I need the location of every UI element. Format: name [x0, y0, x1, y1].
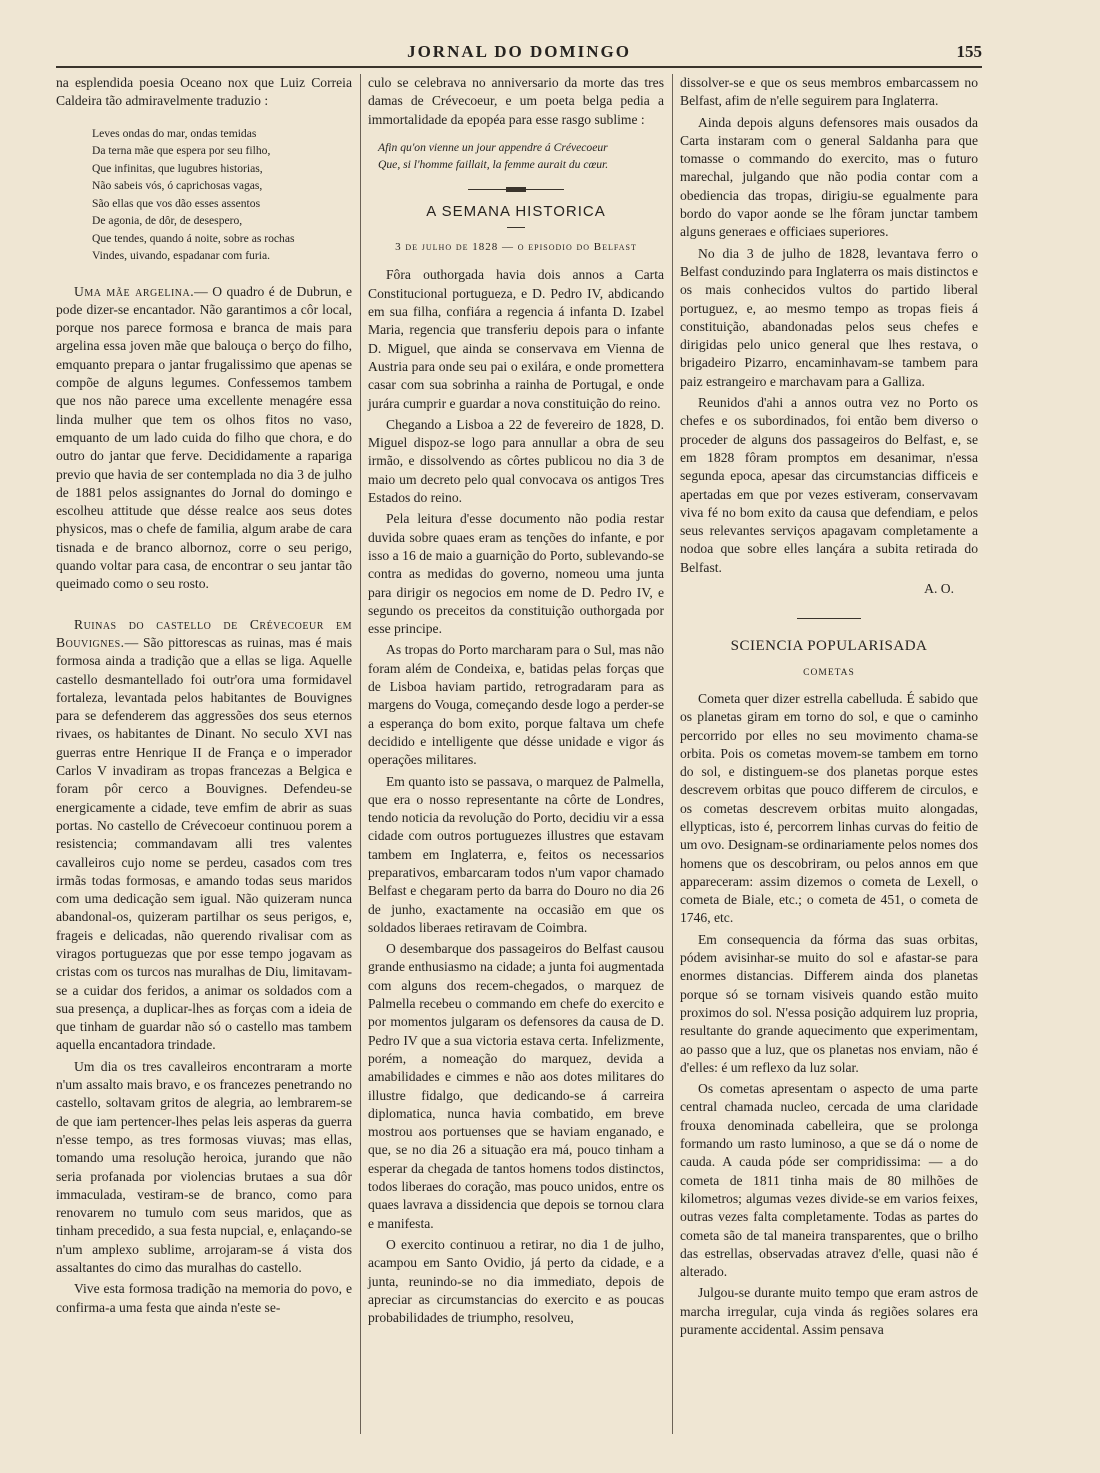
article-lead: Ruinas do castello de Crévecoeur em Bouvignes. — [56, 616, 352, 650]
paragraph: dissolver-se e que os seus membros embarcassem no Belfast, afim de n'elle seguirem para Inglaterra. — [680, 75, 978, 109]
article-mae-argelina — [56, 283, 352, 594]
poem-line: Vindes, uivando, espadanar com furia. — [92, 249, 270, 263]
poem-line: De agonia, de dôr, de desespero, — [92, 214, 243, 228]
article-text: — São pittorescas as ruinas, mas é mais formosa ainda a tradição que a ellas se liga. Aquelle castello desmantellado foi outr'ora uma formidavel fortaleza, levantada pelos habitantes de Bouvignes para se defenderem das aggressões dos seus eternos rivaes, os habitantes de Dinant. No seculo XVI nas guerras entre Henrique II de França e o imperador Carlos V invadiram as tropas francezas a Belgica e foram pôr cerco a Bouvignes. Defendeu-se energicamente a cidade, teve emfim de abrir as suas portas. No castello de Crévecoeur continuou porem a resistencia; commandavam alli tres valentes cavalleiros cujo nome se perdeu, casados com tres irmãs todas formosas, e amando todas seus maridos com uma dedicação sem igual. Não quizeram nunca abandonal-os, quizeram partilhar os seus perigos, e, frageis e delicadas, não querendo rivalisar com as viragos portuguezas que por esse tempo jogavam as cristas com os turcos nas muralhas de Diu, limitavam-se a cuidar dos feridos, a animar os soldados com a sua presença, a duplicar-lhes as forças com a ideia de que tinham de guardar não só o castello mas tambem aquella encantadora trindade. — [56, 634, 352, 1053]
paragraph: Reunidos d'ahi a annos outra vez no Porto os chefes e os subordinados, foi então bem diverso o proceder de alguns dos passageiros do Belfast, e, se em 1828 fôram promptos em desanimar, n'essa segunda epoca, apesar das circumstancias difficeis e apertadas em que por vezes estiveram, conservavam viva fé no bom exito da causa que defendiam, e pelos seus relevantes serviços apagavam completamente a nodoa que sobre elles lançára a subita retirada do Belfast. — [680, 395, 978, 575]
paragraph: culo se celebrava no anniversario da morte das tres damas de Crévecoeur, e um poeta belga pedia a immortalidade da epopéa para esse rasgo sublime : — [368, 75, 664, 127]
paragraph: Chegando a Lisboa a 22 de fevereiro de 1828, D. Miguel dispoz-se logo para annullar a obra de seu irmão, e dissolvendo as côrtes publicou no dia 3 de maio um decreto pelo qual convocava os antigos Tres Estados do reino. — [368, 416, 664, 506]
paragraph: O exercito continuou a retirar, no dia 1 de julho, acampou em Santo Ovidio, já perto da cidade, e a junta, reunindo-se no dia immediato, depois de apreciar as circumstancias do exercito e as poucas probabilidades de triumpho, resolveu, — [368, 1236, 664, 1326]
paragraph: Os cometas apresentam o aspecto de uma parte central chamada nucleo, cercada de uma claridade frouxa denominada cabelleira, que se prolonga formando um rasto luminoso, a que se dá o nome de cauda. A cauda póde ser compridissima: — a do cometa de 1811 tinha mais de 80 milhões de kilometros; algumas vezes divide-se em varios feixes, outras vezes falta completamente. Todas as partes do cometa são de tal maneira transparentes, que o brilho das estrellas, observadas atravez d'elle, quasi não é alterado. — [680, 1081, 978, 1280]
section-subtitle: 3 de julho de 1828 — o episodio do Belfast — [395, 241, 637, 254]
paragraph: Pela leitura d'esse documento não podia restar duvida sobre quaes eram as tenções do infante, e por isso a 16 de maio a guarnição do Porto, sublevando-se contra as medidas do governo, nomeou uma junta para dirigir os negocios em nome de D. Pedro IV, e segundo os preceitos da constituição outhorgada por esse principe. — [368, 511, 664, 637]
poem-line: São ellas que vos dão esses assentos — [92, 196, 261, 210]
poem-line: Leves ondas do mar, ondas temidas — [92, 126, 257, 140]
article-ruinas — [56, 616, 352, 1055]
poem — [92, 125, 352, 265]
author-signature: A. O. — [924, 581, 954, 597]
paragraph: Em consequencia da fórma das suas orbitas, pódem avisinhar-se muito do sol e afastar-se para enormes distancias. Differem ainda dos planetas porque só se tornam visiveis quando estão muito proximos do sol. N'essa posição adquirem luz propria, resultante do grande aquecimento que experimentam, ao passo que a luz, que os planetas nos enviam, não é d'elles: é um reflexo da luz solar. — [680, 931, 978, 1075]
short-rule — [507, 227, 525, 228]
section-divider — [797, 618, 861, 619]
ornament-divider — [468, 187, 564, 193]
french-quote — [378, 139, 664, 173]
paragraph: Julgou-se durante muito tempo que eram astros de marcha irregular, cuja vinda ás regiões solares era puramente accidental. Assim pensava — [680, 1285, 978, 1337]
column-2 — [368, 74, 664, 1330]
column-3 — [680, 74, 978, 1342]
column-divider — [672, 74, 673, 1434]
paragraph: Em quanto isto se passava, o marquez de Palmella, que era o nosso representante na côrte de Londres, tendo noticia da revolução do Porto, decidiu vir a essa cidade com outros portuguezes illustres que estavam tambem em Inglaterra, e, feitos os necessarios preparativos, embarcaram todos n'um vapor chamado Belfast e chegaram perto da barra do Douro no dia 26 de junho, exactamente na occasião em que os soldados liberaes retiravam de Coimbra. — [368, 773, 664, 935]
intro-paragraph: na esplendida poesia Oceano nox que Luiz Correia Caldeira tão admiravelmente traduzio : — [56, 75, 352, 109]
quote-line: Afin qu'on vienne un jour appendre á Crévecoeur — [378, 140, 608, 154]
paragraph: Fôra outhorgada havia dois annos a Carta Constitucional portugueza, e D. Pedro IV, abdicando em sua filha, confiára a regencia á infanta D. Izabel Maria, regencia que transferiu depois para o infante D. Miguel, que ainda se conservava em Vienna de Austria para onde seu pai o exilára, e onde promettera casar com sua sobrinha a rainha de Portugal, e onde jurára cumprir e guardar a nova constituição do reino. — [368, 267, 664, 411]
journal-title: JORNAL DO DOMINGO — [407, 42, 631, 61]
paragraph: Um dia os tres cavalleiros encontraram a morte n'um assalto mais bravo, e os francezes penetrando no castello, soltavam gritos de alegria, ao lembrarem-se de que iam pertencer-lhes pelas leis asperas da guerra n'esse tempo, as tres formosas viuvas; mas ellas, tomando uma resolução heroica, jurando que não seria profanada por violencias brutaes a sua dôr immaculada, vestiram-se de branco, como para renovarem no tumulo com seus maridos, que as tinham precedido, a sua festa nupcial, e, enlaçando-se n'um amplexo sublime, arrojaram-se á vista dos assaltantes do cimo das muralhas do castello. — [56, 1058, 352, 1276]
poem-line: Da terna mãe que espera por seu filho, — [92, 144, 271, 158]
column-1 — [56, 74, 352, 1320]
paragraph: Ainda depois alguns defensores mais ousados da Carta instaram com o general Saldanha para que tomasse o commando do exercito, mas o futuro marechal, julgando que não podia contar com a obediencia das tropas, dirigiu-se egualmente para bordo do vapor aonde se lhe fôram junctar tambem alguns generaes e officiaes superiores. — [680, 114, 978, 240]
article-lead: Uma mãe argelina. — [74, 283, 195, 299]
column-divider — [360, 74, 361, 1434]
science-section-title: SCIENCIA POPULARISADA — [730, 638, 928, 655]
quote-line: Que, si l'homme faillait, la femme aurait du cœur. — [378, 157, 609, 171]
science-section-subtitle: COMETAS — [803, 667, 855, 678]
paragraph: Vive esta formosa tradição na memoria do povo, e confirma-a uma festa que ainda n'este se- — [56, 1281, 352, 1315]
poem-line: Que tendes, quando á noite, sobre as rochas — [92, 231, 295, 245]
paragraph: No dia 3 de julho de 1828, levantava ferro o Belfast conduzindo para Inglaterra os mais distinctos e os mais conhecidos vultos do partido liberal portuguez, e, ao mesmo tempo as tropas fieis á constituição, abandonadas pelos seus chefes e dirigidas pelo unico general que lhes restava, o brigadeiro Pizarro, encaminhavam-se tambem para paiz estrangeiro e marchavam para a Galliza. — [680, 245, 978, 389]
poem-line: Não sabeis vós, ó caprichosas vagas, — [92, 179, 263, 193]
paragraph: As tropas do Porto marcharam para o Sul, mas não foram além de Condeixa, e, batidas pelas forças que de Lisboa haviam partido, retrogradaram para as margens do Vouga, começando desde logo a perder-se a esperança do bom exito, porque faltava um chefe decidido e intelligente que désse unidade e vigor ás operações militares. — [368, 642, 664, 768]
paragraph: O desembarque dos passageiros do Belfast causou grande enthusiasmo na cidade; a junta foi augmentada com alguns dos recem-chegados, o marquez de Palmella recebeu o commando em chefe do exercito e por momentos julgaram os defensores da causa de D. Pedro IV que a sua victoria estava certa. Infelizmente, porém, a nomeação do marquez, devida a amabilidades e cimmes e não aos dotes militares do illustre fidalgo, que dedicando-se á carreira diplomatica, nunca havia combatido, em breve mostrou aos portuenses que se haviam enganado, e que, se no dia 26 a situação era má, pouco tinham a esperar da chegada de tantos homens todos distinctos, todos liberaes do coração, mas pouco unidos, entre os quaes lavrava a dissidencia que depois se tornou clara e manifesta. — [368, 941, 664, 1231]
section-title: A SEMANA HISTORICA — [426, 202, 606, 220]
page-number: 155 — [956, 42, 982, 61]
page-header — [56, 40, 982, 68]
poem-line: Que infinitas, que lugubres historias, — [92, 161, 263, 175]
article-text: — O quadro é de Dubrun, e pode dizer-se encantador. Não garantimos a côr local, porque nos parece formosa e branca de mais para argelina essa joven mãe que balouça o berço do filho, emquanto prepara o jantar frugalissimo que apenas se compõe de alguns legumes. Confessemos tambem que nos não parece uma excellente menagére essa linda mulher que tem os olhos fitos no vaso, emquanto de um lado cuida do filho que chora, e do outro do jantar que ferve. Decididamente a rapariga previo que havia de ser contemplada no dia 3 de julho de 1881 pelos assignantes do Jornal do domingo e escolheu attitude que désse realce aos seus dotes physicos, mas o chefe de familia, algum arabe de cara tisnada e de branco albornoz, corre o seu perigo, quando voltar para casa, de encontrar o seu jantar tão queimado como o seu rosto. — [56, 283, 352, 592]
paragraph: Cometa quer dizer estrella cabelluda. É sabido que os planetas giram em torno do sol, e que o caminho percorrido por elles no seu movimento chama-se orbita. Pois os cometas movem-se tambem em torno do sol, e distinguem-se dos planetas porque estes descrevem orbitas que pouco differem de circulos, e os cometas descrevem orbitas muito alongadas, ellypticas, isto é, percorrem linhas curvas do feitio de um ovo. Designam-se ordinariamente pelos nomes dos homens que os descobriram, ou pelos annos em que appareceram: assim dizemos o cometa de Lexell, o cometa de Biale, etc.; o cometa de 451, o cometa de 1746, etc. — [680, 690, 978, 926]
